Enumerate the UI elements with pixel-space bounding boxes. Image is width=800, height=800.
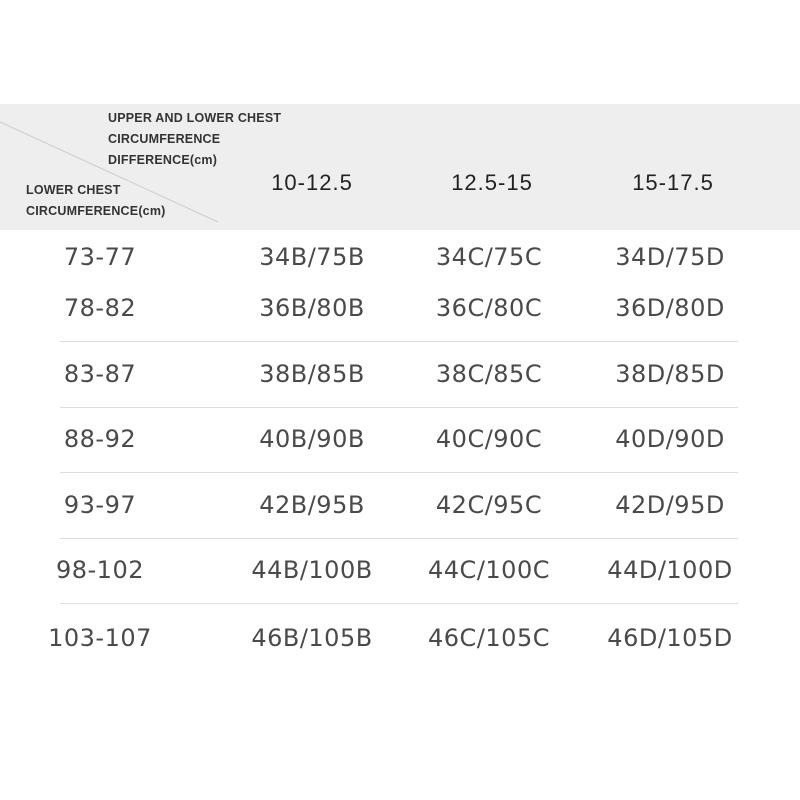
size-cell: 38C/85C <box>435 360 543 388</box>
size-cell: 44C/100C <box>428 556 550 584</box>
size-cell: 42D/95D <box>615 491 725 519</box>
difference-label-line: UPPER AND LOWER CHEST <box>108 111 282 125</box>
size-cell: 40B/90B <box>259 425 365 453</box>
lower-chest-cell: 103-107 <box>48 624 152 652</box>
size-cell: 46C/105C <box>428 624 550 652</box>
table-row <box>0 294 800 334</box>
row-divider <box>60 407 738 408</box>
size-cell: 38B/85B <box>259 360 365 388</box>
lower-chest-axis-label <box>26 180 206 222</box>
table-row <box>0 624 800 664</box>
size-cell: 34B/75B <box>259 243 365 271</box>
size-cell: 44B/100B <box>251 556 373 584</box>
size-cell: 44D/100D <box>607 556 733 584</box>
difference-label-line: CIRCUMFERENCE <box>108 132 221 146</box>
lower-chest-cell: 88-92 <box>63 425 137 453</box>
row-divider <box>60 603 738 604</box>
size-cell: 34D/75D <box>615 243 725 271</box>
size-cell: 36D/80D <box>615 294 725 322</box>
column-header: 10-12.5 <box>271 170 353 195</box>
size-cell: 40C/90C <box>435 425 543 453</box>
lower-chest-cell: 83-87 <box>63 360 137 388</box>
size-cell: 36B/80B <box>259 294 365 322</box>
table-row <box>0 556 800 596</box>
row-divider <box>60 472 738 473</box>
table-row <box>0 425 800 465</box>
table-row <box>0 360 800 400</box>
row-divider <box>60 341 738 342</box>
size-cell: 40D/90D <box>615 425 725 453</box>
lower-label-line: LOWER CHEST <box>26 183 121 197</box>
lower-chest-cell: 93-97 <box>63 491 137 519</box>
difference-axis-label <box>108 108 308 171</box>
size-cell: 42B/95B <box>259 491 365 519</box>
lower-chest-cell: 98-102 <box>55 556 144 584</box>
size-cell: 36C/80C <box>435 294 543 322</box>
difference-label-line: DIFFERENCE(cm) <box>108 153 218 167</box>
lower-label-line: CIRCUMFERENCE(cm) <box>26 204 166 218</box>
lower-chest-cell: 73-77 <box>63 243 137 271</box>
size-cell: 42C/95C <box>435 491 543 519</box>
lower-chest-cell: 78-82 <box>63 294 137 322</box>
table-row <box>0 243 800 283</box>
column-header: 12.5-15 <box>451 170 533 195</box>
row-divider <box>60 538 738 539</box>
size-cell: 46D/105D <box>607 624 733 652</box>
column-header: 15-17.5 <box>632 170 714 195</box>
table-row <box>0 491 800 531</box>
size-cell: 38D/85D <box>615 360 725 388</box>
size-cell: 46B/105B <box>251 624 373 652</box>
size-cell: 34C/75C <box>435 243 543 271</box>
